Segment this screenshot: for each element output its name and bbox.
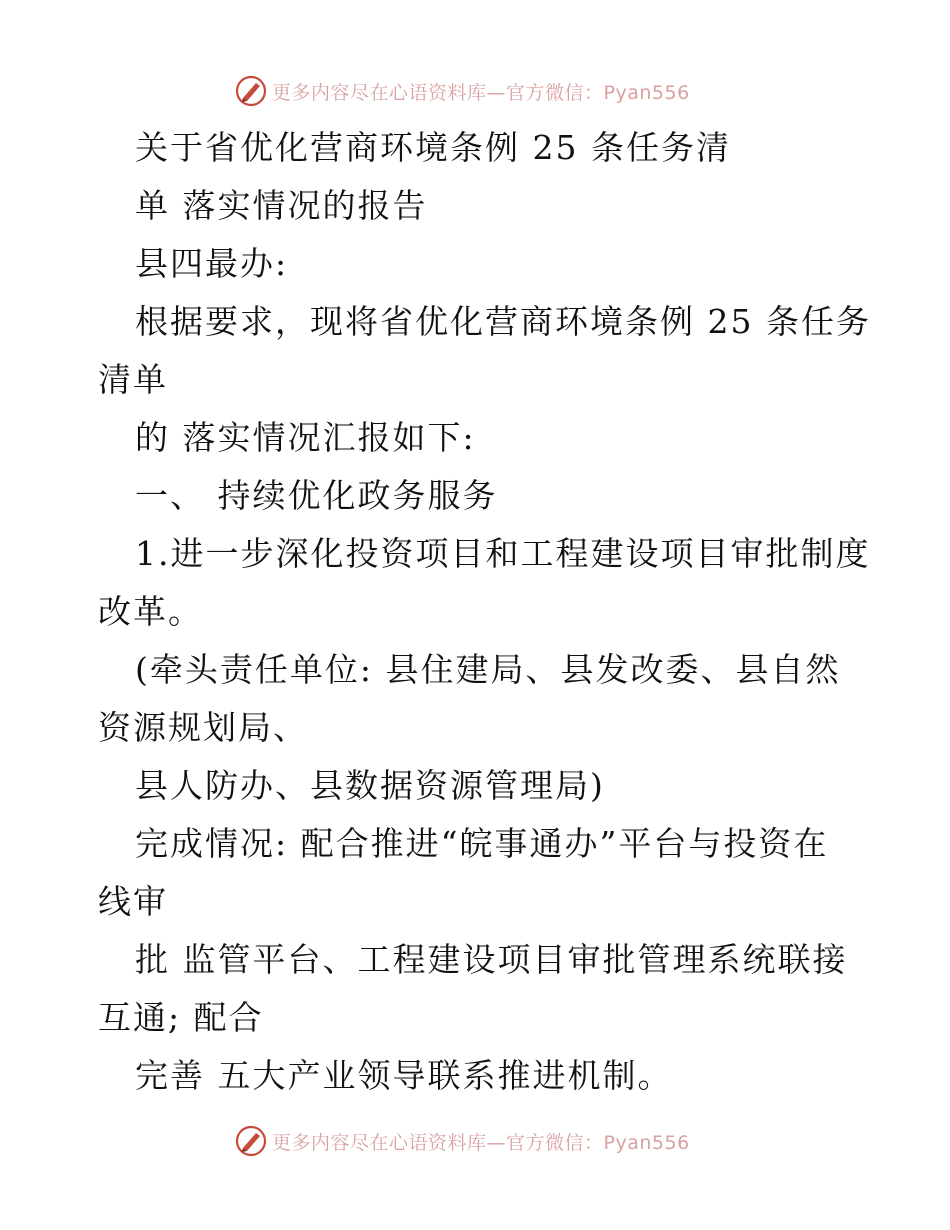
section-heading: 一、 持续优化政务服务 [135,476,498,515]
body-line: 的 落实情况汇报如下: [135,418,476,457]
item-heading: 1.进一步深化投资项目和工程建设项目审批制度 [135,534,871,573]
responsible-units: 资源规划局、 [98,708,308,747]
pen-logo-icon [234,1124,268,1158]
responsible-units: (牵头责任单位: 县住建局、县发改委、县自然 [135,650,841,689]
completion-status: 互通; 配合 [98,998,264,1037]
responsible-units: 县人防办、县数据资源管理局) [135,766,605,805]
body-line: 根据要求，现将省优化营商环境条例 25 条任务 [135,302,871,341]
header-watermark [234,71,754,111]
footer-watermark [234,1121,754,1161]
completion-status: 批 监管平台、工程建设项目审批管理系统联接 [135,940,848,979]
watermark-text: 更多内容尽在心语资料库—官方微信：Pyan556 [272,1131,690,1154]
completion-status: 完成情况: 配合推进“皖事通办”平台与投资在 [135,824,829,863]
watermark-text: 更多内容尽在心语资料库—官方微信：Pyan556 [272,81,690,104]
completion-status: 完善 五大产业领导联系推进机制。 [135,1056,673,1095]
pen-logo-icon [234,74,268,108]
body-line: 清单 [98,360,168,399]
item-heading: 改革。 [98,592,203,631]
document-title-line-2: 单 落实情况的报告 [135,186,428,225]
completion-status: 线审 [98,882,168,921]
document-title-line-1: 关于省优化营商环境条例 25 条任务清 [135,128,731,167]
addressee: 县四最办: [135,244,289,283]
